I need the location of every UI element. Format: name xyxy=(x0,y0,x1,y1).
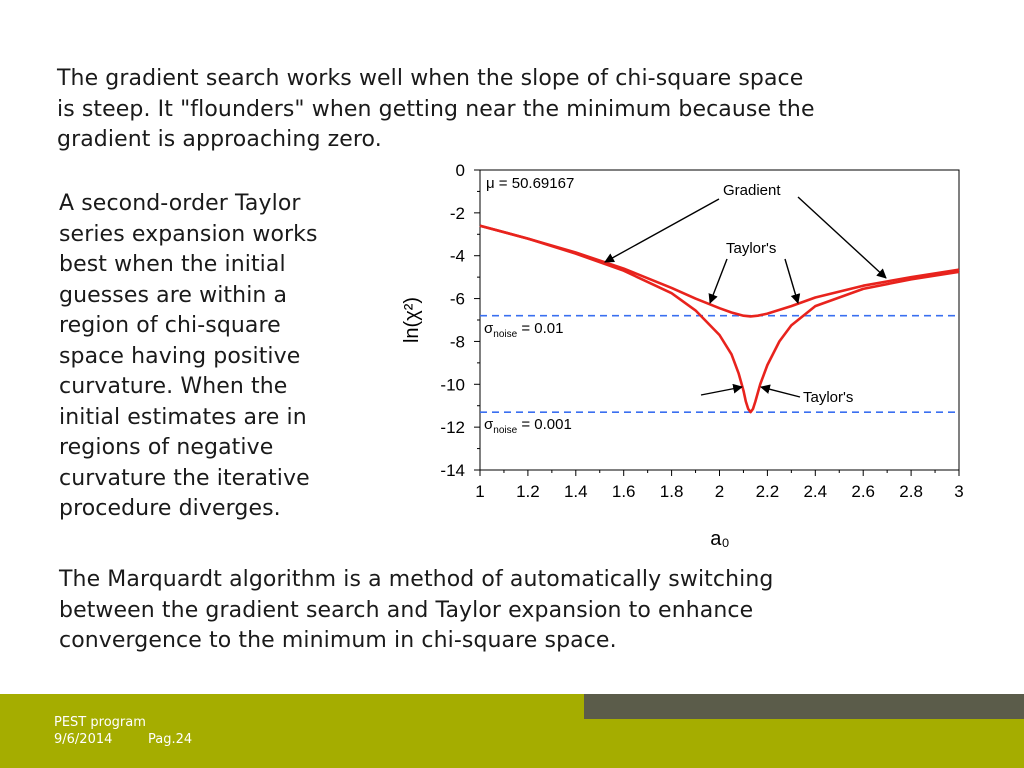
y-tick-label: -14 xyxy=(440,461,465,480)
y-tick-label: -6 xyxy=(449,289,465,309)
gradient-arrow-right xyxy=(798,197,886,278)
footer-band xyxy=(584,694,1024,719)
x-tick-label: 1.2 xyxy=(516,482,540,501)
y-tick-label: -12 xyxy=(440,418,465,438)
y-tick-label: -10 xyxy=(440,375,465,395)
y-tick-label: -8 xyxy=(449,332,465,352)
x-tick-label: 2 xyxy=(714,482,725,501)
taylor-label-upper: Taylor's xyxy=(726,240,777,257)
y-tick-label: 0 xyxy=(455,161,465,180)
x-tick-label: 1 xyxy=(475,482,485,501)
x-tick-label: 2.8 xyxy=(899,482,923,501)
taylor-paragraph: A second-order Taylor series expansion works best when the initial guesses are within a region of chi-square space having positive curvature. When the initial estimates are in regions of negative curvature the iterative procedure diverges. xyxy=(59,191,318,521)
taylor-label-lower: Taylor's xyxy=(803,389,854,406)
x-tick-label: 1.6 xyxy=(611,482,636,501)
x-tick-label: 3 xyxy=(954,482,964,501)
series-layer xyxy=(480,226,959,412)
chi-square-chart xyxy=(380,155,980,555)
x-tick-label: 2.4 xyxy=(803,482,828,501)
gradient-arrow-left xyxy=(605,199,719,262)
taylor-arrow-left xyxy=(710,259,727,303)
mu-annotation: μ = 50.69167 xyxy=(486,175,575,192)
x-tick-label: 1.8 xyxy=(659,482,684,501)
x-axis-label: a₀ xyxy=(710,528,730,550)
x-tick-label: 2.2 xyxy=(755,482,780,501)
y-tick-label: -2 xyxy=(449,203,465,223)
taylor-lower-arrow-left xyxy=(701,387,742,395)
footer-date: 9/6/2014 xyxy=(54,732,113,747)
series-line-1 xyxy=(480,226,959,317)
noise-label-1: $\sigma_{noise} = 0.01$ xyxy=(484,320,564,340)
gradient-label: Gradient xyxy=(723,182,781,199)
taylor-lower-arrow-right xyxy=(761,387,800,397)
x-tick-label: 2.6 xyxy=(851,482,876,501)
footer-page-number: Pag.24 xyxy=(148,732,193,747)
x-tick-label: 1.4 xyxy=(563,482,588,501)
y-tick-label: -4 xyxy=(449,246,465,266)
footer-program: PEST program xyxy=(54,715,146,730)
y-axis-label: ln(χ²) xyxy=(401,296,423,344)
intro-paragraph: The gradient search works well when the slope of chi-square space is steep. It "flounders" when getting near the minimum because the gradient is approaching zero. xyxy=(57,66,815,152)
marquardt-paragraph: The Marquardt algorithm is a method of automatically switching between the gradient search and Taylor expansion to enhance convergence to the minimum in chi-square space. xyxy=(59,567,774,653)
series-line-2 xyxy=(480,226,959,412)
noise-label-2: $\sigma_{noise} = 0.001$ xyxy=(484,416,572,436)
taylor-arrow-right xyxy=(785,259,798,303)
